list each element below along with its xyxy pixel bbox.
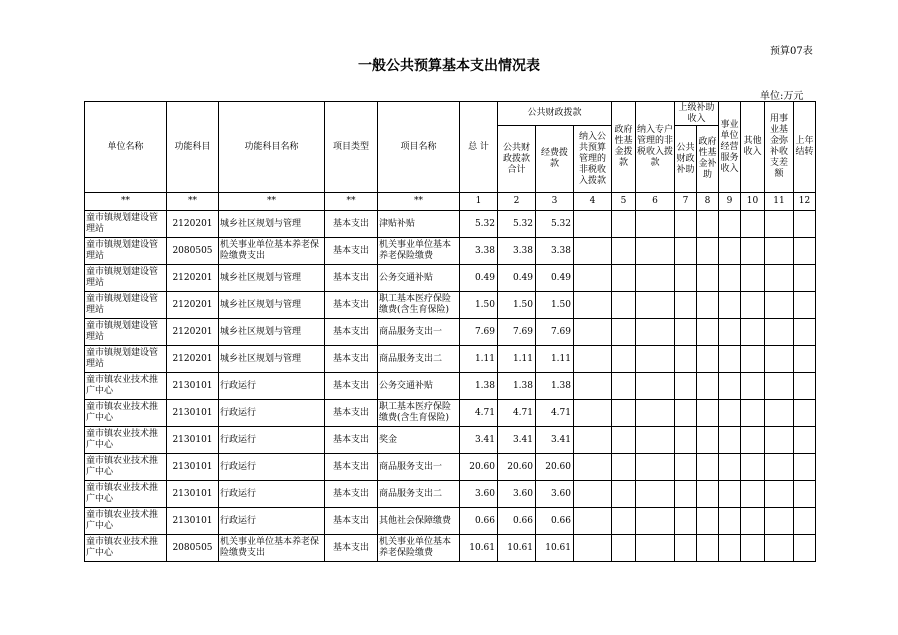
empty-cell [794, 265, 816, 292]
table-row [85, 292, 816, 319]
empty-cell [794, 508, 816, 535]
empty-cell [697, 508, 719, 535]
cell-item-name: 机关事业单位基本养老保险缴费 [378, 238, 460, 265]
index-cell: 7 [675, 193, 697, 211]
cell-item-type: 基本支出 [325, 265, 378, 292]
empty-cell [574, 346, 612, 373]
cell-func-name: 机关事业单位基本养老保险缴费支出 [219, 238, 325, 265]
form-code: 预算07表 [770, 46, 813, 57]
cell-item-name: 商品服务支出一 [378, 319, 460, 346]
empty-cell [765, 211, 794, 238]
cell-item-type: 基本支出 [325, 454, 378, 481]
empty-cell [612, 373, 636, 400]
index-cell: 3 [536, 193, 574, 211]
table-row [85, 508, 816, 535]
empty-cell [794, 346, 816, 373]
cell-item-type: 基本支出 [325, 535, 378, 562]
index-cell: ** [167, 193, 219, 211]
empty-cell [574, 238, 612, 265]
header-superior-gov-fund: 政府性基金补助 [697, 126, 719, 193]
empty-cell [636, 454, 675, 481]
empty-cell [741, 454, 765, 481]
cell-total: 3.41 [460, 427, 498, 454]
empty-cell [741, 373, 765, 400]
empty-cell [719, 400, 741, 427]
empty-cell [574, 454, 612, 481]
empty-cell [574, 373, 612, 400]
empty-cell [612, 265, 636, 292]
cell-func-code: 2120201 [167, 211, 219, 238]
index-cell: 8 [697, 193, 719, 211]
empty-cell [719, 481, 741, 508]
cell-func-code: 2120201 [167, 292, 219, 319]
empty-cell [719, 535, 741, 562]
cell-unit-name: 童市镇农业技术推广中心 [85, 373, 167, 400]
cell-func-name: 行政运行 [219, 454, 325, 481]
empty-cell [697, 346, 719, 373]
cell-public-total: 0.66 [498, 508, 536, 535]
index-cell: 4 [574, 193, 612, 211]
index-cell: 10 [741, 193, 765, 211]
empty-cell [574, 535, 612, 562]
cell-operating: 5.32 [536, 211, 574, 238]
cell-operating: 20.60 [536, 454, 574, 481]
index-row [85, 193, 816, 211]
empty-cell [765, 481, 794, 508]
cell-unit-name: 童市镇农业技术推广中心 [85, 454, 167, 481]
empty-cell [636, 292, 675, 319]
index-cell: 2 [498, 193, 536, 211]
table-row [85, 319, 816, 346]
cell-func-name: 行政运行 [219, 373, 325, 400]
cell-unit-name: 童市镇农业技术推广中心 [85, 508, 167, 535]
cell-item-type: 基本支出 [325, 508, 378, 535]
empty-cell [636, 265, 675, 292]
cell-operating: 3.38 [536, 238, 574, 265]
empty-cell [697, 265, 719, 292]
empty-cell [675, 265, 697, 292]
header-item-name: 项目名称 [378, 102, 460, 193]
empty-cell [765, 319, 794, 346]
table-row [85, 211, 816, 238]
cell-unit-name: 童市镇农业技术推广中心 [85, 535, 167, 562]
empty-cell [719, 211, 741, 238]
empty-cell [765, 454, 794, 481]
header-func-code: 功能科目 [167, 102, 219, 193]
cell-unit-name: 童市镇规划建设管理站 [85, 265, 167, 292]
header-superior: 上级补助收入 [675, 102, 719, 126]
empty-cell [612, 454, 636, 481]
cell-func-name: 城乡社区规划与管理 [219, 211, 325, 238]
empty-cell [675, 211, 697, 238]
header-public-fiscal: 公共财政拨款 [498, 102, 612, 126]
empty-cell [574, 292, 612, 319]
cell-total: 3.38 [460, 238, 498, 265]
empty-cell [675, 238, 697, 265]
empty-cell [574, 211, 612, 238]
cell-func-name: 城乡社区规划与管理 [219, 292, 325, 319]
index-cell: 9 [719, 193, 741, 211]
empty-cell [636, 535, 675, 562]
empty-cell [741, 238, 765, 265]
cell-func-code: 2130101 [167, 508, 219, 535]
cell-item-name: 职工基本医疗保险缴费(含生育保险) [378, 400, 460, 427]
empty-cell [612, 346, 636, 373]
empty-cell [697, 373, 719, 400]
cell-unit-name: 童市镇规划建设管理站 [85, 319, 167, 346]
unit-label: 单位:万元 [760, 91, 804, 102]
cell-func-name: 城乡社区规划与管理 [219, 319, 325, 346]
cell-func-name: 行政运行 [219, 508, 325, 535]
index-cell: ** [85, 193, 167, 211]
header-item-type: 项目类型 [325, 102, 378, 193]
cell-total: 20.60 [460, 454, 498, 481]
empty-cell [765, 535, 794, 562]
cell-func-code: 2080505 [167, 238, 219, 265]
cell-public-total: 3.38 [498, 238, 536, 265]
empty-cell [765, 427, 794, 454]
cell-operating: 1.50 [536, 292, 574, 319]
cell-public-total: 7.69 [498, 319, 536, 346]
cell-item-name: 商品服务支出一 [378, 454, 460, 481]
header-gov-fund: 政府性基金拨款 [612, 102, 636, 193]
table-body [85, 211, 816, 562]
empty-cell [612, 319, 636, 346]
empty-cell [697, 400, 719, 427]
cell-func-code: 2130101 [167, 481, 219, 508]
cell-func-code: 2130101 [167, 454, 219, 481]
empty-cell [675, 535, 697, 562]
table-row [85, 481, 816, 508]
table-row [85, 265, 816, 292]
empty-cell [675, 292, 697, 319]
empty-cell [794, 238, 816, 265]
header-non-tax: 纳入公共预算管理的非税收入拨款 [574, 126, 612, 193]
cell-item-name: 商品服务支出二 [378, 481, 460, 508]
budget-table [84, 101, 816, 562]
cell-total: 0.66 [460, 508, 498, 535]
cell-operating: 0.66 [536, 508, 574, 535]
empty-cell [741, 481, 765, 508]
cell-public-total: 1.38 [498, 373, 536, 400]
cell-func-code: 2120201 [167, 265, 219, 292]
empty-cell [794, 319, 816, 346]
cell-total: 7.69 [460, 319, 498, 346]
cell-public-total: 1.50 [498, 292, 536, 319]
empty-cell [794, 292, 816, 319]
cell-item-name: 津贴补贴 [378, 211, 460, 238]
cell-total: 1.38 [460, 373, 498, 400]
empty-cell [675, 481, 697, 508]
cell-operating: 7.69 [536, 319, 574, 346]
empty-cell [612, 535, 636, 562]
cell-operating: 3.60 [536, 481, 574, 508]
cell-operating: 3.41 [536, 427, 574, 454]
empty-cell [612, 238, 636, 265]
index-cell: ** [219, 193, 325, 211]
cell-item-type: 基本支出 [325, 373, 378, 400]
empty-cell [675, 346, 697, 373]
cell-func-code: 2130101 [167, 427, 219, 454]
cell-total: 3.60 [460, 481, 498, 508]
index-cell: 6 [636, 193, 675, 211]
cell-func-name: 行政运行 [219, 481, 325, 508]
header-carryover: 上年结转 [794, 102, 816, 193]
empty-cell [697, 535, 719, 562]
empty-cell [719, 292, 741, 319]
cell-public-total: 1.11 [498, 346, 536, 373]
empty-cell [765, 400, 794, 427]
cell-item-name: 公务交通补贴 [378, 373, 460, 400]
empty-cell [719, 454, 741, 481]
empty-cell [765, 292, 794, 319]
cell-item-type: 基本支出 [325, 292, 378, 319]
empty-cell [697, 427, 719, 454]
empty-cell [636, 211, 675, 238]
cell-operating: 4.71 [536, 400, 574, 427]
empty-cell [794, 535, 816, 562]
cell-item-type: 基本支出 [325, 346, 378, 373]
header-unit-name: 单位名称 [85, 102, 167, 193]
header-fund-balance: 用事业基金弥补收支差额 [765, 102, 794, 193]
cell-operating: 1.11 [536, 346, 574, 373]
cell-unit-name: 童市镇规划建设管理站 [85, 238, 167, 265]
empty-cell [741, 292, 765, 319]
cell-func-name: 城乡社区规划与管理 [219, 346, 325, 373]
cell-func-code: 2120201 [167, 346, 219, 373]
index-cell: 11 [765, 193, 794, 211]
empty-cell [741, 211, 765, 238]
cell-unit-name: 童市镇规划建设管理站 [85, 211, 167, 238]
cell-item-name: 职工基本医疗保险缴费(含生育保险) [378, 292, 460, 319]
index-cell: 1 [460, 193, 498, 211]
cell-item-name: 奖金 [378, 427, 460, 454]
empty-cell [719, 427, 741, 454]
empty-cell [675, 400, 697, 427]
cell-public-total: 5.32 [498, 211, 536, 238]
empty-cell [697, 292, 719, 319]
table-row [85, 400, 816, 427]
empty-cell [765, 508, 794, 535]
cell-total: 4.71 [460, 400, 498, 427]
cell-unit-name: 童市镇规划建设管理站 [85, 292, 167, 319]
cell-operating: 10.61 [536, 535, 574, 562]
page-title: 一般公共预算基本支出情况表 [358, 58, 540, 74]
empty-cell [675, 508, 697, 535]
header-business-income: 事业单位经营服务收入 [719, 102, 741, 193]
index-cell: ** [325, 193, 378, 211]
cell-item-type: 基本支出 [325, 400, 378, 427]
cell-func-name: 城乡社区规划与管理 [219, 265, 325, 292]
empty-cell [675, 319, 697, 346]
empty-cell [574, 265, 612, 292]
cell-item-type: 基本支出 [325, 211, 378, 238]
cell-unit-name: 童市镇农业技术推广中心 [85, 427, 167, 454]
cell-item-name: 商品服务支出二 [378, 346, 460, 373]
empty-cell [719, 373, 741, 400]
index-cell: 12 [794, 193, 816, 211]
empty-cell [697, 238, 719, 265]
cell-item-name: 机关事业单位基本养老保险缴费 [378, 535, 460, 562]
cell-operating: 1.38 [536, 373, 574, 400]
table-row [85, 346, 816, 373]
header-operating: 经费拨款 [536, 126, 574, 193]
index-cell: 5 [612, 193, 636, 211]
empty-cell [612, 211, 636, 238]
cell-func-name: 行政运行 [219, 427, 325, 454]
table-row [85, 427, 816, 454]
cell-public-total: 0.49 [498, 265, 536, 292]
empty-cell [636, 481, 675, 508]
cell-total: 10.61 [460, 535, 498, 562]
empty-cell [574, 427, 612, 454]
cell-item-type: 基本支出 [325, 481, 378, 508]
header-other-income: 其他收入 [741, 102, 765, 193]
empty-cell [765, 373, 794, 400]
cell-unit-name: 童市镇农业技术推广中心 [85, 481, 167, 508]
empty-cell [794, 373, 816, 400]
index-cell: ** [378, 193, 460, 211]
empty-cell [574, 481, 612, 508]
table-row [85, 535, 816, 562]
header-superior-public: 公共财政补助 [675, 126, 697, 193]
empty-cell [741, 508, 765, 535]
cell-func-code: 2130101 [167, 400, 219, 427]
empty-cell [765, 346, 794, 373]
empty-cell [675, 373, 697, 400]
empty-cell [794, 481, 816, 508]
empty-cell [574, 508, 612, 535]
empty-cell [741, 400, 765, 427]
cell-public-total: 20.60 [498, 454, 536, 481]
cell-public-total: 10.61 [498, 535, 536, 562]
empty-cell [574, 319, 612, 346]
empty-cell [697, 211, 719, 238]
cell-unit-name: 童市镇农业技术推广中心 [85, 400, 167, 427]
empty-cell [741, 346, 765, 373]
empty-cell [636, 400, 675, 427]
cell-func-code: 2080505 [167, 535, 219, 562]
header-func-name: 功能科目名称 [219, 102, 325, 193]
empty-cell [794, 427, 816, 454]
empty-cell [719, 508, 741, 535]
empty-cell [794, 454, 816, 481]
cell-item-type: 基本支出 [325, 319, 378, 346]
empty-cell [741, 265, 765, 292]
empty-cell [612, 400, 636, 427]
empty-cell [675, 427, 697, 454]
empty-cell [741, 535, 765, 562]
empty-cell [574, 400, 612, 427]
empty-cell [697, 319, 719, 346]
cell-item-name: 其他社会保障缴费 [378, 508, 460, 535]
table-row [85, 238, 816, 265]
cell-func-code: 2130101 [167, 373, 219, 400]
empty-cell [719, 319, 741, 346]
header-special-non-tax: 纳入专户管理的非税收入拨款 [636, 102, 675, 193]
empty-cell [697, 454, 719, 481]
cell-public-total: 3.41 [498, 427, 536, 454]
cell-item-type: 基本支出 [325, 238, 378, 265]
empty-cell [794, 400, 816, 427]
cell-func-code: 2120201 [167, 319, 219, 346]
empty-cell [636, 346, 675, 373]
empty-cell [741, 319, 765, 346]
table-row [85, 373, 816, 400]
empty-cell [765, 238, 794, 265]
empty-cell [719, 238, 741, 265]
cell-func-name: 行政运行 [219, 400, 325, 427]
empty-cell [636, 427, 675, 454]
empty-cell [636, 508, 675, 535]
empty-cell [612, 427, 636, 454]
empty-cell [741, 427, 765, 454]
empty-cell [794, 211, 816, 238]
empty-cell [697, 481, 719, 508]
cell-item-type: 基本支出 [325, 427, 378, 454]
empty-cell [636, 319, 675, 346]
empty-cell [719, 346, 741, 373]
cell-public-total: 4.71 [498, 400, 536, 427]
empty-cell [636, 238, 675, 265]
cell-operating: 0.49 [536, 265, 574, 292]
empty-cell [675, 454, 697, 481]
cell-total: 0.49 [460, 265, 498, 292]
empty-cell [612, 292, 636, 319]
cell-func-name: 机关事业单位基本养老保险缴费支出 [219, 535, 325, 562]
cell-public-total: 3.60 [498, 481, 536, 508]
empty-cell [612, 481, 636, 508]
table-row [85, 454, 816, 481]
empty-cell [765, 265, 794, 292]
cell-unit-name: 童市镇规划建设管理站 [85, 346, 167, 373]
header-public-fiscal-total: 公共财政拨款合计 [498, 126, 536, 193]
header-total: 总 计 [460, 102, 498, 193]
cell-total: 5.32 [460, 211, 498, 238]
empty-cell [612, 508, 636, 535]
empty-cell [636, 373, 675, 400]
cell-total: 1.11 [460, 346, 498, 373]
empty-cell [719, 265, 741, 292]
cell-item-name: 公务交通补贴 [378, 265, 460, 292]
cell-total: 1.50 [460, 292, 498, 319]
